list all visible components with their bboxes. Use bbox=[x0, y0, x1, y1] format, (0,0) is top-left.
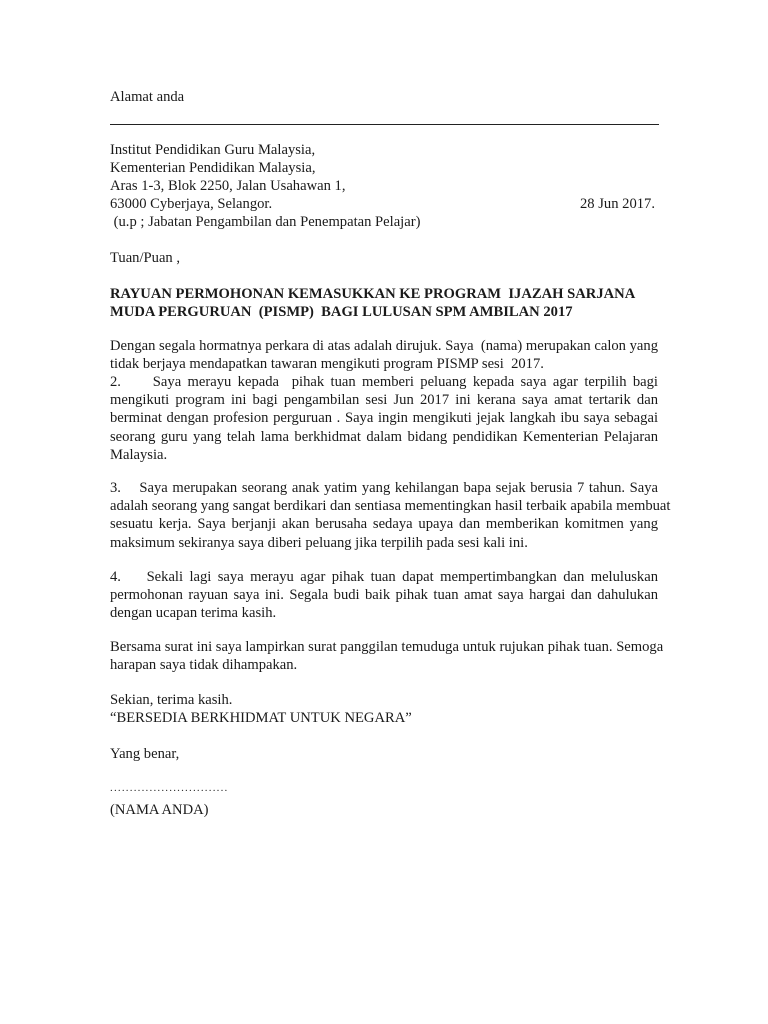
recipient-line: Kementerian Pendidikan Malaysia, bbox=[110, 160, 316, 176]
paragraph-2 bbox=[110, 373, 658, 464]
header-divider bbox=[110, 124, 659, 125]
paragraph-line: permohonan rayuan saya ini. Segala budi baik pihak tuan amat saya hargai dan dahulukan bbox=[110, 587, 658, 604]
paragraph-line: mengikuti program ini bagi pengambilan sesi Jun 2017 ini kerana saya amat tertarik dan bbox=[110, 392, 658, 409]
paragraph-line: 4. Sekali lagi saya merayu agar pihak tuan dapat mempertimbangkan dan meluluskan bbox=[110, 569, 658, 585]
paragraph-line: berminat dengan profesion perguruan . Saya ingin mengikuti jejak langkah ibu saya sebagai bbox=[110, 410, 658, 427]
paragraph-line: harapan saya tidak dihampakan. bbox=[110, 657, 298, 674]
subject-line: RAYUAN PERMOHONAN KEMASUKKAN KE PROGRAM IJAZAH SARJANA bbox=[110, 286, 636, 302]
paragraph-line: 3. Saya merupakan seorang anak yatim yang kehilangan bapa sejak berusia 7 tahun. Saya bbox=[110, 480, 658, 496]
sender-address-label: Alamat anda bbox=[110, 89, 185, 105]
paragraph-line: maksimum sekiranya saya diberi peluang jika terpilih pada sesi kali ini. bbox=[110, 534, 528, 551]
recipient-line: Institut Pendidikan Guru Malaysia, bbox=[110, 142, 316, 158]
sign-off: Yang benar, bbox=[110, 746, 180, 762]
paragraph-line: sesuatu kerja. Saya berjanji akan berusaha sedaya upaya dan memberikan komitmen yang bbox=[110, 516, 658, 533]
paragraph-line: tidak berjaya mendapatkan tawaran mengikuti program PISMP sesi 2017. bbox=[110, 356, 544, 373]
paragraph-1 bbox=[110, 337, 658, 373]
signatory-name: (NAMA ANDA) bbox=[110, 802, 209, 818]
paragraph-3 bbox=[110, 479, 671, 552]
paragraph-line: 2. Saya merayu kepada pihak tuan memberi peluang kepada saya agar terpilih bagi bbox=[110, 374, 658, 390]
recipient-line: (u.p ; Jabatan Pengambilan dan Penempatan Pelajar) bbox=[110, 214, 421, 230]
signature-line: .............................. bbox=[110, 782, 229, 794]
paragraph-line: seorang guru yang telah lama berkhidmat dalam bidang pendidikan Kementerian Pelajaran bbox=[110, 428, 658, 445]
paragraph-line: adalah seorang yang sangat berdikari dan sentiasa mementingkan hasil terbaik apabila membuat bbox=[110, 498, 671, 515]
letter-date: 28 Jun 2017. bbox=[580, 196, 655, 212]
recipient-line: Aras 1-3, Blok 2250, Jalan Usahawan 1, bbox=[110, 178, 346, 194]
closing-thanks: Sekian, terima kasih. bbox=[110, 692, 233, 708]
paragraph-line: Bersama surat ini saya lampirkan surat panggilan temuduga untuk rujukan pihak tuan. Semoga bbox=[110, 639, 664, 655]
paragraph-5 bbox=[110, 638, 664, 674]
salutation: Tuan/Puan , bbox=[110, 250, 181, 266]
subject-line: MUDA PERGURUAN (PISMP) BAGI LULUSAN SPM AMBILAN 2017 bbox=[110, 304, 573, 320]
paragraph-line: Dengan segala hormatnya perkara di atas adalah dirujuk. Saya (nama) merupakan calon yang bbox=[110, 338, 658, 354]
recipient-line: 63000 Cyberjaya, Selangor. bbox=[110, 196, 273, 212]
paragraph-4 bbox=[110, 568, 658, 623]
paragraph-line: Malaysia. bbox=[110, 446, 168, 463]
paragraph-line: dengan ucapan terima kasih. bbox=[110, 605, 277, 622]
closing-motto: “BERSEDIA BERKHIDMAT UNTUK NEGARA” bbox=[110, 710, 412, 726]
